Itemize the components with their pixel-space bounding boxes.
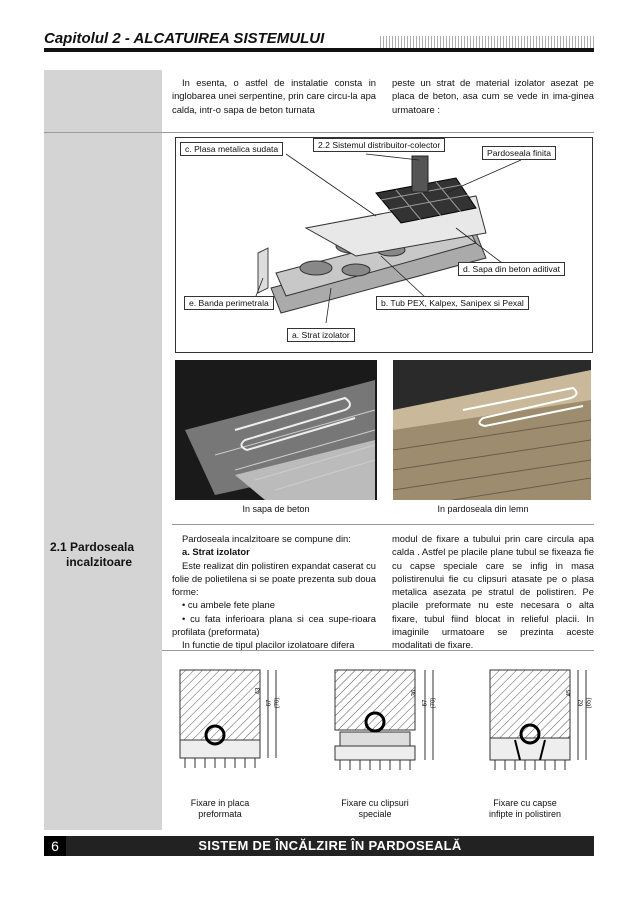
dim-d2-5: (70) [430, 697, 437, 709]
label-insulation: a. Strat izolator [287, 328, 355, 342]
layers-illustration [176, 138, 592, 352]
fixing-caption-staples: Fixare cu capse infipte in polistiren [488, 798, 562, 819]
section-title-line1: 2.1 Pardoseala [50, 540, 135, 554]
fixing-caption-clips: Fixare cu clipsuri speciale [341, 798, 409, 819]
intro-right: peste un strat de material izolator asezat pe placa de beton, asa cum se vede in ima-ginea urmatoare : [392, 77, 594, 115]
label-screed: d. Sapa din beton aditivat [458, 262, 565, 276]
label-perimeter-strip: e. Banda perimetrala [184, 296, 274, 310]
dim-d3-4: (65) [586, 697, 593, 709]
chapter-title: Capitolul 2 - ALCATUIREA SISTEMULUI [44, 30, 325, 47]
photo-wood [393, 360, 591, 500]
label-pipe: b. Tub PEX, Kalpex, Sanipex si Pexal [376, 296, 529, 310]
header-rule [44, 48, 594, 52]
floor-layers-diagram [175, 137, 593, 353]
drawing-staples [490, 670, 586, 770]
drawing-clips [335, 670, 433, 770]
drawing-preformed [180, 670, 276, 768]
fixing-drawings [170, 660, 594, 800]
dim-d1-4: 67 [266, 699, 273, 707]
label-mesh: c. Plasa metalica sudata [180, 142, 283, 156]
label-finish-floor: Pardoseala finita [482, 146, 556, 160]
caption-wood: In pardoseala din lemn [437, 504, 529, 514]
intro-left: In esenta, o astfel de instalatie consta in inglobarea unei serpentine, prin care circu-la apa calda, intr-o sapa de beton turnata [172, 77, 376, 115]
dim-d2-4: 67 [422, 699, 429, 707]
section-heading [50, 540, 160, 570]
dim-d3-0: 45 [566, 689, 573, 697]
section-title-line2: incalzitoare [66, 555, 133, 569]
divider [44, 132, 594, 133]
label-distributor: 2.2 Sistemul distribuitor-colector [313, 138, 445, 152]
header-pattern [380, 36, 594, 48]
dim-d1-5: (70) [274, 697, 281, 709]
page-number: 6 [44, 836, 66, 856]
section-right-text: modul de fixare a tubului prin care circula apa calda . Astfel pe placile plane tubul se fixeaza fie cu capse speciale care se infig in masa polistirenului fie cu clipsuri atasate pe o plasa metalica asezata pe stratul de polistiren. Pe placile preformate nu este necesara o alta fixare, tubul fiind blocat in relieful placii. In imaginile urmatoare se prezinta aceste modalitati de fixare. [392, 533, 594, 651]
dim-d1-0: 43 [255, 687, 262, 695]
dim-d3-3: 62 [578, 699, 585, 707]
divider [172, 524, 594, 525]
sidebar [44, 70, 162, 830]
caption-concrete: In sapa de beton [242, 504, 310, 514]
footer-title: SISTEM DE ÎNCĂLZIRE ÎN PARDOSEALĂ [198, 838, 462, 853]
fixing-caption-preformed: Fixare in placa preformata [190, 798, 250, 819]
section-left-text: Pardoseala incalzitoare se compune din: a. Strat izolator Este realizat din polistiren expandat caserat cu folie de polietilena si se poate prezenta sub doua forme: • cu ambele fete plane • cu fata inferioara plana si cea supe-rioara profilata (preformata) In functie de tipul placilor izolatoare difera [172, 533, 376, 651]
photo-concrete [175, 360, 377, 500]
divider [162, 650, 594, 651]
dim-d2-0: 36 [411, 689, 418, 697]
